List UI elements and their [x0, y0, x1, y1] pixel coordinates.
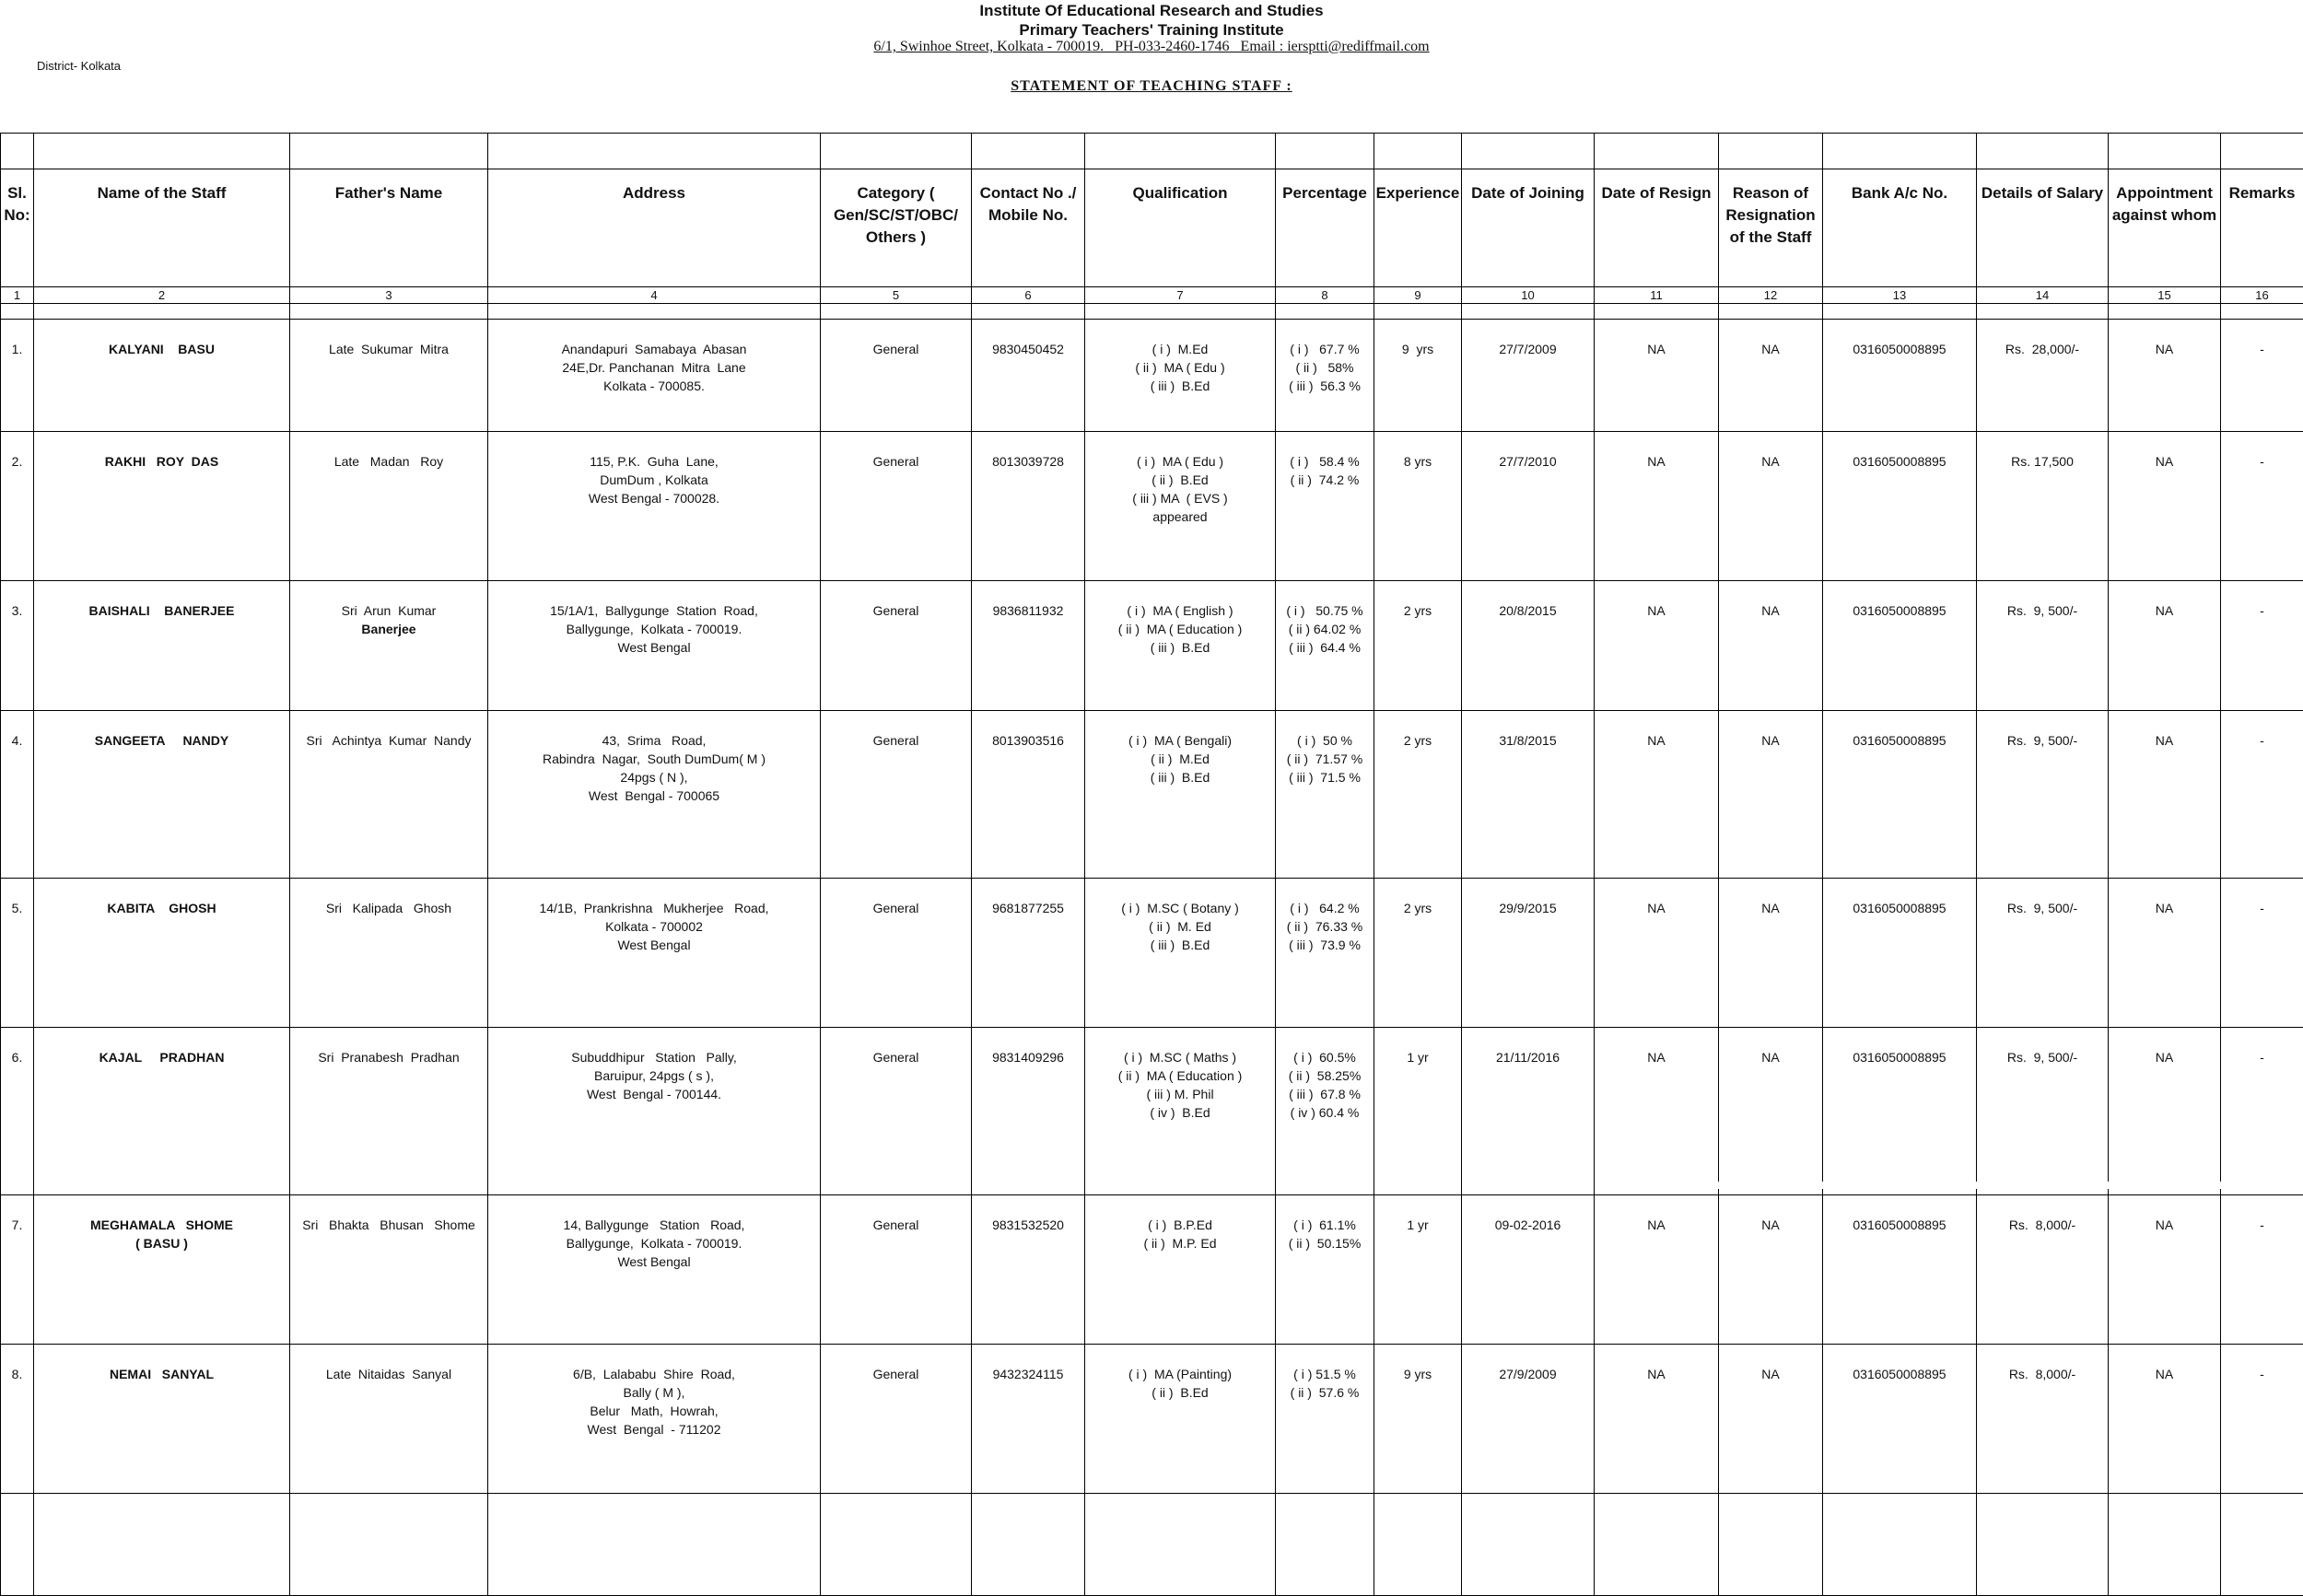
cell-appointment: NA — [2109, 432, 2221, 581]
empty-cell — [1595, 1494, 1719, 1596]
cell-remarks: - — [2221, 711, 2303, 879]
cell-qualification — [1085, 432, 1276, 581]
cell-contact: 8013039728 — [972, 432, 1085, 581]
cell-name — [34, 432, 290, 581]
cell-category: General — [821, 711, 972, 879]
address-line: 24pgs ( N ), — [488, 768, 820, 786]
cell-category: General — [821, 432, 972, 581]
percentage-line: ( ii ) 58.25% — [1276, 1066, 1374, 1085]
cell-contact: 9836811932 — [972, 581, 1085, 711]
cell-bank: 0316050008895 — [1823, 432, 1977, 581]
staff-table — [0, 133, 2303, 1596]
institute-name: Institute Of Educational Research and Studies — [0, 2, 2303, 20]
address-line: Kolkata - 700002 — [488, 917, 820, 936]
cell-resign: NA — [1595, 581, 1719, 711]
cell-bank: 0316050008895 — [1823, 1345, 1977, 1494]
percentage-line: ( iii ) 67.8 % — [1276, 1085, 1374, 1103]
table-row — [1, 320, 2303, 432]
cell-percentage — [1276, 581, 1374, 711]
cell-reason: NA — [1719, 1028, 1823, 1195]
column-number: 15 — [2109, 287, 2221, 304]
cell-appointment: NA — [2109, 581, 2221, 711]
header-salary: Details of Salary — [1977, 169, 2109, 287]
cell-name — [34, 581, 290, 711]
name-line: MEGHAMALA SHOME — [34, 1216, 289, 1234]
cell-percentage — [1276, 1028, 1374, 1195]
address-line: DumDum , Kolkata — [488, 471, 820, 489]
column-number: 2 — [34, 287, 290, 304]
qualification-line: ( iii ) M. Phil — [1085, 1085, 1275, 1103]
cell-qualification — [1085, 320, 1276, 432]
header-resign: Date of Resign — [1595, 169, 1719, 287]
cell-address — [488, 879, 821, 1028]
cell-resign: NA — [1595, 1028, 1719, 1195]
column-number: 9 — [1374, 287, 1462, 304]
percentage-line: ( iii ) 71.5 % — [1276, 768, 1374, 786]
cell-name — [34, 1345, 290, 1494]
qualification-line: ( ii ) MA ( Edu ) — [1085, 358, 1275, 377]
column-number: 16 — [2221, 287, 2303, 304]
cell-resign: NA — [1595, 1345, 1719, 1494]
column-number: 11 — [1595, 287, 1719, 304]
cell-experience: 9 yrs — [1374, 320, 1462, 432]
table-row — [1, 1345, 2303, 1494]
cell-percentage — [1276, 432, 1374, 581]
header-bank: Bank A/c No. — [1823, 169, 1977, 287]
percentage-line: ( i ) 61.1% — [1276, 1216, 1374, 1234]
header-joining: Date of Joining — [1462, 169, 1595, 287]
address-line: West Bengal - 700065 — [488, 786, 820, 805]
address-line: Bally ( M ), — [488, 1383, 820, 1402]
qualification-line: ( i ) M.Ed — [1085, 340, 1275, 358]
cell-sl: 3. — [1, 581, 34, 711]
qualification-line: ( ii ) B.Ed — [1085, 1383, 1275, 1402]
statement-title: STATEMENT OF TEACHING STAFF : — [0, 78, 2303, 95]
cell-resign: NA — [1595, 711, 1719, 879]
cell-address — [488, 1028, 821, 1195]
percentage-line: ( ii ) 58% — [1276, 358, 1374, 377]
cell-qualification — [1085, 879, 1276, 1028]
cell-qualification — [1085, 711, 1276, 879]
cell-category: General — [821, 581, 972, 711]
column-number: 13 — [1823, 287, 1977, 304]
percentage-line: ( iii ) 64.4 % — [1276, 638, 1374, 657]
qualification-line: ( iii ) B.Ed — [1085, 638, 1275, 657]
address-line: West Bengal - 700028. — [488, 489, 820, 507]
table-row — [1, 581, 2303, 711]
cell-father — [290, 879, 488, 1028]
qualification-line: ( iii ) B.Ed — [1085, 377, 1275, 395]
cell-contact: 9681877255 — [972, 879, 1085, 1028]
qualification-line: ( i ) M.SC ( Maths ) — [1085, 1048, 1275, 1066]
column-number: 10 — [1462, 287, 1595, 304]
cell-sl: 8. — [1, 1345, 34, 1494]
column-number: 4 — [488, 287, 821, 304]
cell-percentage — [1276, 320, 1374, 432]
table-row — [1, 879, 2303, 1028]
header-sl: Sl. No: — [1, 169, 34, 287]
cell-bank: 0316050008895 — [1823, 581, 1977, 711]
cell-qualification — [1085, 1195, 1276, 1345]
cell-sl: 4. — [1, 711, 34, 879]
qualification-line: ( iii ) B.Ed — [1085, 936, 1275, 954]
cell-father — [290, 432, 488, 581]
cell-remarks: - — [2221, 320, 2303, 432]
cell-joining: 27/7/2010 — [1462, 432, 1595, 581]
cell-salary: Rs. 9, 500/- — [1977, 581, 2109, 711]
cell-qualification — [1085, 1345, 1276, 1494]
empty-cell — [34, 1494, 290, 1596]
cell-address — [488, 432, 821, 581]
cell-appointment: NA — [2109, 1345, 2221, 1494]
header-address: Address — [488, 169, 821, 287]
cell-joining: 29/9/2015 — [1462, 879, 1595, 1028]
cell-appointment: NA — [2109, 320, 2221, 432]
father-line: Sri Pranabesh Pradhan — [290, 1048, 487, 1066]
cell-reason: NA — [1719, 581, 1823, 711]
cell-category: General — [821, 879, 972, 1028]
cell-reason: NA — [1719, 879, 1823, 1028]
table-row — [1, 432, 2303, 581]
cell-salary: Rs. 8,000/- — [1977, 1345, 2109, 1494]
percentage-line: ( i ) 67.7 % — [1276, 340, 1374, 358]
cell-reason: NA — [1719, 711, 1823, 879]
address-line: Belur Math, Howrah, — [488, 1402, 820, 1420]
qualification-line: ( iii ) MA ( EVS ) — [1085, 489, 1275, 507]
address-line: 15/1A/1, Ballygunge Station Road, — [488, 601, 820, 620]
cell-father — [290, 1345, 488, 1494]
qualification-line: ( iii ) B.Ed — [1085, 768, 1275, 786]
cell-reason: NA — [1719, 320, 1823, 432]
empty-cell — [1374, 1494, 1462, 1596]
cell-reason: NA — [1719, 432, 1823, 581]
header-father: Father's Name — [290, 169, 488, 287]
qualification-line: ( ii ) MA ( Education ) — [1085, 1066, 1275, 1085]
cell-address — [488, 1345, 821, 1494]
cell-experience: 9 yrs — [1374, 1345, 1462, 1494]
cell-salary: Rs. 9, 500/- — [1977, 879, 2109, 1028]
address-line: 43, Srima Road, — [488, 731, 820, 750]
father-line: Sri Bhakta Bhusan Shome — [290, 1216, 487, 1234]
empty-cell — [2109, 1494, 2221, 1596]
percentage-line: ( ii ) 76.33 % — [1276, 917, 1374, 936]
address-line: West Bengal - 711202 — [488, 1420, 820, 1439]
father-line: Late Madan Roy — [290, 452, 487, 471]
column-number: 14 — [1977, 287, 2109, 304]
percentage-line: ( i ) 51.5 % — [1276, 1365, 1374, 1383]
address-line: Ballygunge, Kolkata - 700019. — [488, 620, 820, 638]
father-line: Sri Achintya Kumar Nandy — [290, 731, 487, 750]
cell-experience: 1 yr — [1374, 1028, 1462, 1195]
cell-reason: NA — [1719, 1345, 1823, 1494]
blank-top-row — [1, 134, 2303, 169]
empty-cell — [821, 1494, 972, 1596]
father-line: Sri Arun Kumar — [290, 601, 487, 620]
cell-joining: 21/11/2016 — [1462, 1028, 1595, 1195]
cell-resign: NA — [1595, 432, 1719, 581]
cell-percentage — [1276, 711, 1374, 879]
institute-address: 6/1, Swinhoe Street, Kolkata - 700019. PH-033-2460-1746 Email : iersptti@rediffmail.com — [0, 39, 2303, 55]
header-appointment: Appointment against whom — [2109, 169, 2221, 287]
qualification-line: ( ii ) M. Ed — [1085, 917, 1275, 936]
table-row — [1, 1195, 2303, 1345]
address-line: Rabindra Nagar, South DumDum( M ) — [488, 750, 820, 768]
address-line: 24E,Dr. Panchanan Mitra Lane — [488, 358, 820, 377]
cell-reason: NA — [1719, 1195, 1823, 1345]
cell-joining: 31/8/2015 — [1462, 711, 1595, 879]
cell-address — [488, 1195, 821, 1345]
cell-contact: 8013903516 — [972, 711, 1085, 879]
cell-sl: 5. — [1, 879, 34, 1028]
name-line: BAISHALI BANERJEE — [34, 601, 289, 620]
cell-salary: Rs. 9, 500/- — [1977, 711, 2109, 879]
qualification-line: ( i ) MA ( Bengali) — [1085, 731, 1275, 750]
table-row — [1, 711, 2303, 879]
empty-cell — [1823, 1494, 1977, 1596]
column-number: 5 — [821, 287, 972, 304]
cell-bank: 0316050008895 — [1823, 1195, 1977, 1345]
qualification-line: ( ii ) M.Ed — [1085, 750, 1275, 768]
cell-salary: Rs. 9, 500/- — [1977, 1028, 2109, 1195]
address-line: Ballygunge, Kolkata - 700019. — [488, 1234, 820, 1252]
qualification-line: ( i ) MA (Painting) — [1085, 1365, 1275, 1383]
cell-contact: 9432324115 — [972, 1345, 1085, 1494]
cell-name — [34, 879, 290, 1028]
address-line: Kolkata - 700085. — [488, 377, 820, 395]
cell-address — [488, 320, 821, 432]
cell-sl: 1. — [1, 320, 34, 432]
cell-remarks: - — [2221, 879, 2303, 1028]
empty-cell — [972, 1494, 1085, 1596]
cell-name — [34, 320, 290, 432]
cell-joining: 09-02-2016 — [1462, 1195, 1595, 1345]
header-contact: Contact No ./ Mobile No. — [972, 169, 1085, 287]
cell-name — [34, 711, 290, 879]
column-number: 7 — [1085, 287, 1276, 304]
cell-resign: NA — [1595, 1195, 1719, 1345]
cell-appointment: NA — [2109, 879, 2221, 1028]
empty-row — [1, 1494, 2303, 1596]
cell-name — [34, 1028, 290, 1195]
cell-address — [488, 711, 821, 879]
address-line: 115, P.K. Guha Lane, — [488, 452, 820, 471]
table-row — [1, 1028, 2303, 1195]
qualification-line: ( ii ) MA ( Education ) — [1085, 620, 1275, 638]
empty-cell — [1, 1494, 34, 1596]
name-line: KALYANI BASU — [34, 340, 289, 358]
cell-sl: 6. — [1, 1028, 34, 1195]
cell-experience: 2 yrs — [1374, 711, 1462, 879]
percentage-line: ( i ) 64.2 % — [1276, 899, 1374, 917]
cell-contact: 9831532520 — [972, 1195, 1085, 1345]
percentage-line: ( iii ) 73.9 % — [1276, 936, 1374, 954]
header-reason: Reason of Resignation of the Staff — [1719, 169, 1823, 287]
name-line: SANGEETA NANDY — [34, 731, 289, 750]
percentage-line: ( i ) 60.5% — [1276, 1048, 1374, 1066]
column-number: 3 — [290, 287, 488, 304]
name-line: ( BASU ) — [34, 1234, 289, 1252]
name-line: NEMAI SANYAL — [34, 1365, 289, 1383]
cell-bank: 0316050008895 — [1823, 711, 1977, 879]
address-line: West Bengal — [488, 638, 820, 657]
name-line: RAKHI ROY DAS — [34, 452, 289, 471]
cell-sl: 2. — [1, 432, 34, 581]
percentage-line: ( ii ) 64.02 % — [1276, 620, 1374, 638]
father-line: Late Sukumar Mitra — [290, 340, 487, 358]
percentage-line: ( i ) 58.4 % — [1276, 452, 1374, 471]
cell-salary: Rs. 8,000/- — [1977, 1195, 2109, 1345]
empty-cell — [1085, 1494, 1276, 1596]
cell-resign: NA — [1595, 320, 1719, 432]
column-number-row — [1, 287, 2303, 304]
cell-appointment: NA — [2109, 711, 2221, 879]
empty-cell — [488, 1494, 821, 1596]
address-line: West Bengal - 700144. — [488, 1085, 820, 1103]
percentage-line: ( iii ) 56.3 % — [1276, 377, 1374, 395]
cell-father — [290, 1028, 488, 1195]
cell-percentage — [1276, 1195, 1374, 1345]
percentage-line: ( ii ) 74.2 % — [1276, 471, 1374, 489]
column-number: 1 — [1, 287, 34, 304]
percentage-line: ( ii ) 57.6 % — [1276, 1383, 1374, 1402]
address-line: 14/1B, Prankrishna Mukherjee Road, — [488, 899, 820, 917]
cell-category: General — [821, 1195, 972, 1345]
header-row — [1, 169, 2303, 287]
header-qualification: Qualification — [1085, 169, 1276, 287]
qualification-line: ( ii ) M.P. Ed — [1085, 1234, 1275, 1252]
cell-experience: 1 yr — [1374, 1195, 1462, 1345]
cell-name — [34, 1195, 290, 1345]
percentage-line: ( ii ) 71.57 % — [1276, 750, 1374, 768]
qualification-line: ( i ) MA ( Edu ) — [1085, 452, 1275, 471]
empty-cell — [2221, 1494, 2303, 1596]
cell-father — [290, 1195, 488, 1345]
cell-experience: 8 yrs — [1374, 432, 1462, 581]
qualification-line: ( i ) M.SC ( Botany ) — [1085, 899, 1275, 917]
qualification-line: ( ii ) B.Ed — [1085, 471, 1275, 489]
cell-sl: 7. — [1, 1195, 34, 1345]
cell-qualification — [1085, 581, 1276, 711]
cell-salary: Rs. 17,500 — [1977, 432, 2109, 581]
column-number: 6 — [972, 287, 1085, 304]
cell-joining: 27/9/2009 — [1462, 1345, 1595, 1494]
cell-bank: 0316050008895 — [1823, 320, 1977, 432]
address-line: Anandapuri Samabaya Abasan — [488, 340, 820, 358]
empty-cell — [1276, 1494, 1374, 1596]
cell-father — [290, 320, 488, 432]
empty-cell — [290, 1494, 488, 1596]
cell-remarks: - — [2221, 1028, 2303, 1195]
qualification-line: ( iv ) B.Ed — [1085, 1103, 1275, 1122]
grid-break — [1595, 1182, 2303, 1189]
name-line: KAJAL PRADHAN — [34, 1048, 289, 1066]
cell-father — [290, 711, 488, 879]
cell-category: General — [821, 1028, 972, 1195]
cell-experience: 2 yrs — [1374, 879, 1462, 1028]
cell-contact: 9831409296 — [972, 1028, 1085, 1195]
column-number: 8 — [1276, 287, 1374, 304]
cell-remarks: - — [2221, 432, 2303, 581]
cell-contact: 9830450452 — [972, 320, 1085, 432]
father-line: Banerjee — [290, 620, 487, 638]
percentage-line: ( iv ) 60.4 % — [1276, 1103, 1374, 1122]
qualification-line: ( i ) MA ( English ) — [1085, 601, 1275, 620]
cell-category: General — [821, 320, 972, 432]
father-line: Late Nitaidas Sanyal — [290, 1365, 487, 1383]
qualification-line: appeared — [1085, 507, 1275, 526]
address-line: Subuddhipur Station Pally, — [488, 1048, 820, 1066]
father-line: Sri Kalipada Ghosh — [290, 899, 487, 917]
cell-experience: 2 yrs — [1374, 581, 1462, 711]
header-name: Name of the Staff — [34, 169, 290, 287]
cell-percentage — [1276, 879, 1374, 1028]
cell-salary: Rs. 28,000/- — [1977, 320, 2109, 432]
address-line: West Bengal — [488, 936, 820, 954]
percentage-line: ( ii ) 50.15% — [1276, 1234, 1374, 1252]
cell-remarks: - — [2221, 1195, 2303, 1345]
cell-joining: 27/7/2009 — [1462, 320, 1595, 432]
cell-appointment: NA — [2109, 1195, 2221, 1345]
cell-qualification — [1085, 1028, 1276, 1195]
column-number: 12 — [1719, 287, 1823, 304]
header-category: Category ( Gen/SC/ST/OBC/ Others ) — [821, 169, 972, 287]
district-label: District- Kolkata — [37, 59, 121, 73]
institute-subtitle: Primary Teachers' Training Institute — [0, 21, 2303, 40]
address-line: West Bengal — [488, 1252, 820, 1271]
cell-joining: 20/8/2015 — [1462, 581, 1595, 711]
header-experience: Experience — [1374, 169, 1462, 287]
spacer-row — [1, 304, 2303, 320]
empty-cell — [1719, 1494, 1823, 1596]
header-remarks: Remarks — [2221, 169, 2303, 287]
cell-category: General — [821, 1345, 972, 1494]
cell-remarks: - — [2221, 1345, 2303, 1494]
cell-appointment: NA — [2109, 1028, 2221, 1195]
name-line: KABITA GHOSH — [34, 899, 289, 917]
qualification-line: ( i ) B.P.Ed — [1085, 1216, 1275, 1234]
address-line: Baruipur, 24pgs ( s ), — [488, 1066, 820, 1085]
cell-address — [488, 581, 821, 711]
cell-resign: NA — [1595, 879, 1719, 1028]
header-percentage: Percentage — [1276, 169, 1374, 287]
percentage-line: ( i ) 50.75 % — [1276, 601, 1374, 620]
empty-cell — [1977, 1494, 2109, 1596]
empty-cell — [1462, 1494, 1595, 1596]
cell-bank: 0316050008895 — [1823, 879, 1977, 1028]
address-line: 6/B, Lalababu Shire Road, — [488, 1365, 820, 1383]
cell-remarks: - — [2221, 581, 2303, 711]
cell-father — [290, 581, 488, 711]
cell-percentage — [1276, 1345, 1374, 1494]
percentage-line: ( i ) 50 % — [1276, 731, 1374, 750]
cell-bank: 0316050008895 — [1823, 1028, 1977, 1195]
address-line: 14, Ballygunge Station Road, — [488, 1216, 820, 1234]
